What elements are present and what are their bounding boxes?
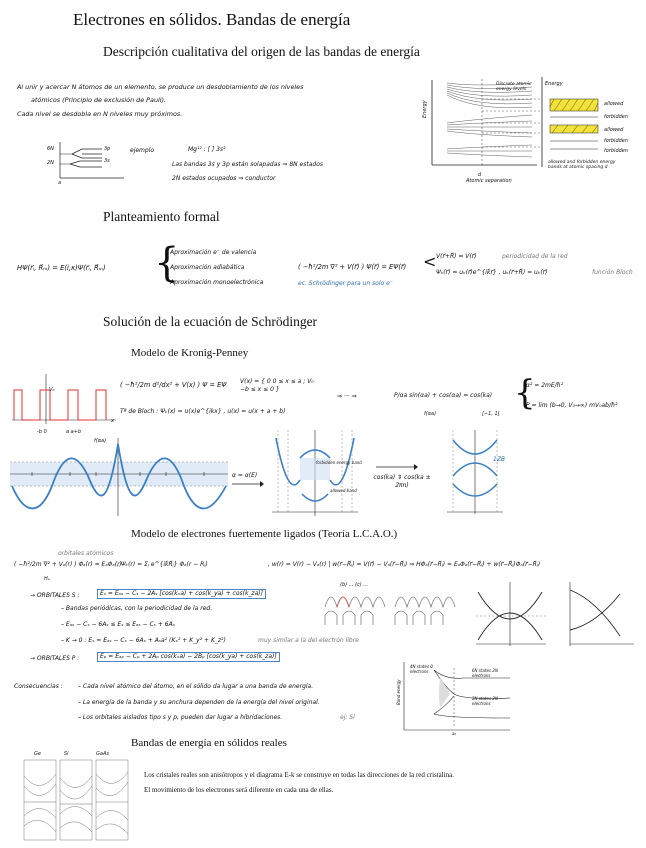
- subheading-real: Bandas de energía en sólidos reales: [131, 737, 287, 749]
- cons-2: – La energía de la banda y su anchura dependen de la energía del nivel original.: [78, 699, 320, 706]
- level-6n: 6N: [47, 146, 54, 152]
- real-text-1: Los cristales reales son anisótropos y el diagrama E-k se construye en todas las direcciones de la red cristalina.: [144, 771, 455, 779]
- real-band-structures: [22, 756, 130, 844]
- fig-d-label: d: [478, 172, 482, 178]
- kp-alpha-of-e: α = α(E): [232, 472, 258, 479]
- formal-fork: <: [423, 252, 437, 271]
- cons-label: Consecuencias :: [14, 683, 63, 690]
- kp-map-label: cos(ka) ⇕ cos(ka ± 2πn): [373, 474, 431, 489]
- kp-1zb-label: 1ZB: [493, 456, 506, 463]
- formal-cond-1: V(r⃗+R⃗) = V(r⃗): [436, 253, 477, 260]
- lcao-s-band-plot: [474, 580, 548, 652]
- lcao-eq-3: , w(r) = V(r) − Vₐ(r) | w(r⃗−R⃗ⱼ) = V(r⃗) − Vₐ(r⃗−R⃗ⱼ) ⇒ HΦₐ(r⃗−R⃗ⱼ) = EₐΦₐ(r⃗−R⃗ⱼ) + w(r⃗−R⃗ⱼ)Φₐ(r⃗−R⃗ⱼ): [268, 561, 541, 568]
- lcao-es-box: Eₛ = Eₐₛ − Cₛ − 2Aₛ [cos(kₓa) + cos(k_ya) + cos(k_za)]: [97, 589, 266, 599]
- section-heading-qualitative: Descripción cualitativa del origen de las bandas de energía: [103, 44, 420, 59]
- real-gaas-label: GaAs: [96, 751, 109, 757]
- lcao-eq-2: , Ψₖ(r) = Σⱼ e^{ik⃗R⃗ⱼ} Φₐ(r − Rⱼ): [117, 561, 208, 568]
- fig-xlabel: Atomic separation: [466, 178, 512, 184]
- subheading-kronig: Modelo de Kronig-Penney: [131, 347, 249, 359]
- level-splitting-diagram: [42, 140, 127, 180]
- lcao-wave-note: (b) ... (c) ...: [340, 582, 369, 588]
- ejemplo-label: ejemplo: [130, 147, 155, 154]
- kp-p-def: P = lim (b→0, V₀→∞) mV₀ab/ħ²: [526, 402, 618, 409]
- lcao-ep-box: Eₚ = Eₐₚ − Cₚ + 2Aₚ cos(kₓa) − 2Bₚ [cos(k_ya) + cos(k_za)]: [97, 652, 280, 662]
- axis-a-label: a: [58, 180, 62, 186]
- mg-bands: Las bandas 3s y 3p están solapadas ⇒ 8N estados: [172, 161, 324, 168]
- fig-allowed-1: allowed: [604, 101, 624, 107]
- qual-line-1: Al unir y acercar N átomos de un elemento, se produce un desdoblamiento de los niveles: [17, 83, 304, 91]
- kp-allowed-band: allowed band: [330, 488, 357, 493]
- section-heading-solution: Solución de la ecuación de Schrödinger: [103, 314, 318, 329]
- fig-energy-label: Energy: [422, 100, 428, 118]
- formal-cond-2-note: función Bloch: [592, 269, 633, 276]
- real-ge-label: Ge: [34, 751, 41, 757]
- page-title: Electrones en sólidos. Bandas de energía: [73, 10, 351, 29]
- lcao-p-band-plot: [556, 580, 636, 652]
- lcao-wavefunction-sketch: [323, 585, 463, 627]
- hyb-axis-label: Band energy: [396, 679, 401, 705]
- section-heading-formal: Planteamiento formal: [103, 209, 220, 224]
- kp-arrows: ⇒ ··· ⇒: [337, 393, 357, 400]
- formal-brace: {: [154, 240, 180, 286]
- lcao-orb-s: → ORBITALES S :: [30, 592, 80, 599]
- cons-3-note: ej: Si: [340, 714, 355, 721]
- hyb-2n-label: 2N states 2N electrons: [472, 696, 498, 706]
- lcao-orb-p: → ORBITALES P :: [30, 655, 80, 662]
- level-3p: 3p: [104, 146, 111, 152]
- lcao-top-note: orbitales atómicos: [58, 550, 114, 557]
- cons-1: – Cada nivel atómico del átomo, en el sólido da lugar a una banda de energía.: [78, 683, 314, 690]
- fig-caption: allowed and forbidden energy bands at atomic spacing d: [548, 160, 616, 170]
- kp-brace: {: [514, 373, 536, 413]
- formal-schrodinger: ( −ħ²/2m ∇² + V(r⃗) ) Ψ(r⃗) = EΨ(r⃗): [298, 263, 407, 271]
- kp-reduced-zone-plot: [445, 428, 505, 520]
- kp-x-ab: a a+b: [66, 429, 82, 435]
- fig-energy-label-2: Energy: [545, 81, 563, 87]
- formal-eq-note: ec. Schrödinger para un solo e⁻: [298, 280, 393, 287]
- kp-f-alpha: f(αa): [424, 411, 437, 417]
- lcao-s-b3-note: muy similar a la del electrón libre: [258, 637, 359, 644]
- kp-v0-label: V₀: [49, 387, 55, 393]
- arrow-right-icon: [376, 464, 418, 470]
- kp-x-b: -b 0: [37, 429, 47, 435]
- mg-electrons: 2N estados ocupados ⇒ conductor: [172, 175, 276, 182]
- hyb-6n-label: 6N states 2N electrons: [472, 668, 498, 678]
- lcao-s-b1: – Bandas periódicas, con la periodicidad de la red.: [61, 605, 213, 612]
- kp-schrodinger: ( −ħ²/2m d²/dx² + V(x) ) Ψ = EΨ: [120, 381, 227, 389]
- arrow-right-icon: [232, 481, 264, 487]
- qual-line-2: atómicos (Principio de exclusión de Pauli).: [31, 96, 167, 104]
- cons-3: – Los orbitales aislados tipo s y p, pueden dar lugar a hibridaciones.: [78, 714, 283, 721]
- formal-cond-1-note: periodicidad de la red: [502, 253, 568, 260]
- fig-allowed-2: allowed: [604, 127, 624, 133]
- kronig-potential-plot: [10, 372, 118, 434]
- kp-x-axis: x: [111, 418, 114, 424]
- hyb-x-label: a₀: [452, 731, 457, 736]
- mg-config: Mg¹² : [ ] 3s²: [188, 146, 226, 153]
- kp-key-equation: P/αa sin(αa) + cos(αa) = cos(ka): [394, 392, 493, 399]
- fig-forbidden-1: forbidden: [604, 114, 629, 120]
- kp-f-plot: [10, 436, 228, 518]
- approx-3: Aproximación monoelectrónica: [170, 279, 264, 286]
- fig-forbidden-3: forbidden: [604, 148, 629, 154]
- kp-ek-plot: [270, 428, 360, 522]
- kp-alpha-def: α² = 2mE/ħ²: [526, 382, 564, 389]
- lcao-s-b3: – K → 0 : Eₛ ≈ Eₐₛ − Cₛ − 6Aₛ + Aₛa² (Kₓ² + K_y² + K_z²): [61, 637, 226, 644]
- hyb-4n-label: 4N states 0 electrons: [410, 664, 433, 674]
- level-2n: 2N: [47, 160, 54, 166]
- subheading-lcao: Modelo de electrones fuertemente ligados (Teoría L.C.A.O.): [131, 528, 398, 540]
- lcao-eq-1: ( −ħ²/2m ∇² + Vₐ(r) ) Φₐ(r) = EₐΦₐ(r): [14, 561, 122, 568]
- kp-forbidden-band: forbidden energy band: [316, 460, 362, 465]
- fig-forbidden-2: forbidden: [604, 138, 629, 144]
- real-text-2: El movimiento de los electrones será diferente en cada una de ellas.: [144, 786, 334, 794]
- formal-equation: HΨ(r⃗ᵢ, R⃗ₘ) = E(i,κ)Ψ(r⃗ᵢ, R⃗ₘ): [17, 264, 106, 272]
- fig-discrete-label: Discrete atomic energy levels: [496, 82, 532, 92]
- real-si-label: Si: [64, 751, 69, 757]
- qual-line-3: Cada nivel se desdobla en N niveles muy próximos.: [17, 110, 183, 118]
- lcao-s-b2: – Eₐₛ − Cₛ − 6Aₛ ≤ Eₛ ≤ Eₐₛ − Cₛ + 6Aₛ: [61, 621, 175, 628]
- kp-potential-def: V(x) = { 0 0 ≤ x ≤ a ; V₀ −b ≤ x ≤ 0 }: [240, 378, 314, 393]
- lcao-eq-1-sub: Hₐ: [44, 576, 50, 582]
- approx-1: Aproximación e⁻ de valencia: [170, 249, 257, 256]
- approx-2: Aproximación adiabática: [170, 264, 245, 271]
- formal-cond-2: Ψₖ(r⃗) = uₖ(r⃗)e^{ik⃗r⃗} , uₖ(r⃗+R⃗) = uₖ(r⃗): [436, 269, 548, 276]
- kp-f-label: f(αa): [94, 438, 107, 444]
- kp-range: [−1, 1]: [482, 411, 500, 417]
- level-3s: 3s: [104, 158, 110, 164]
- kp-bloch: Tª de Bloch : Ψₖ(x) = u(x)e^{ikx} , u(x) = u(x + a + b): [120, 408, 286, 415]
